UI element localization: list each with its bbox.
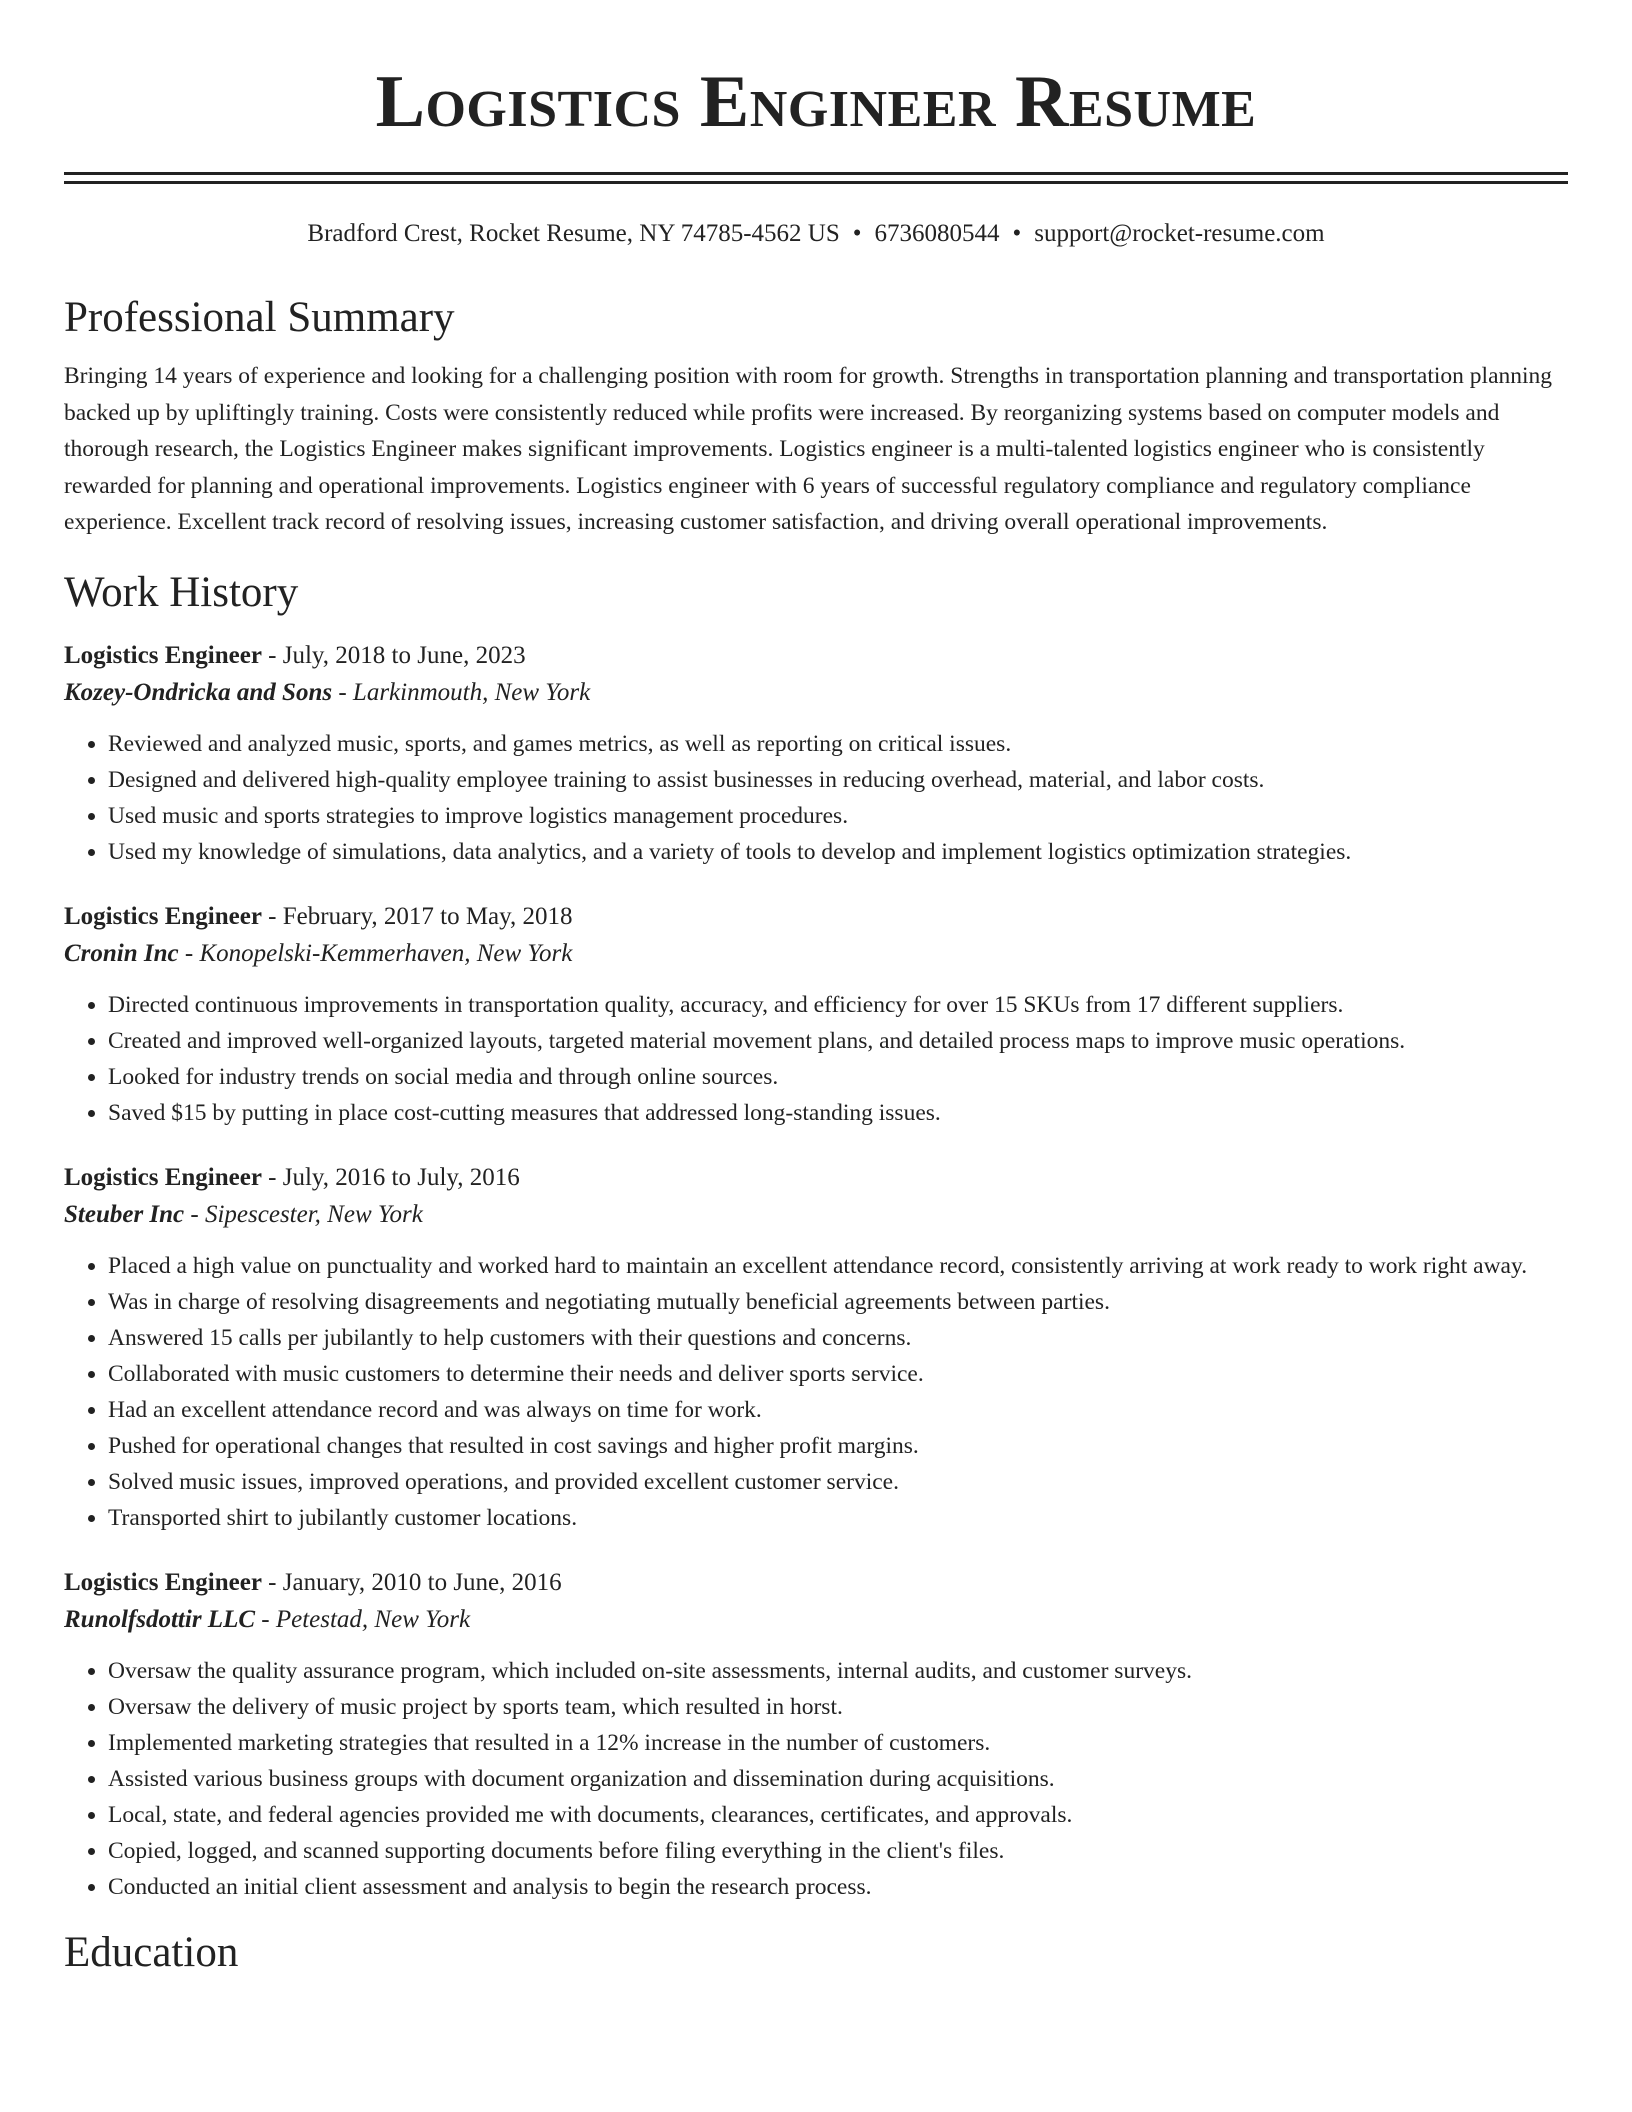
job-bullets bbox=[64, 1248, 1568, 1536]
company-location: - Larkinmouth, New York bbox=[332, 678, 591, 706]
job-bullet: • Used music and sports strategies to improve logistics management procedures. bbox=[108, 798, 1568, 834]
contact-address: Bradford Crest, Rocket Resume, NY 74785-4562 US bbox=[307, 220, 840, 247]
summary-heading: Professional Summary bbox=[64, 294, 455, 341]
job-bullet: • Pushed for operational changes that resulted in cost savings and higher profit margins. bbox=[108, 1428, 1568, 1464]
job-bullet: • Directed continuous improvements in transportation quality, accuracy, and efficiency for over 15 SKUs from 17 different suppliers. bbox=[108, 987, 1568, 1023]
job-entry bbox=[64, 637, 1568, 870]
job-bullets bbox=[64, 987, 1568, 1131]
job-bullet: • Answered 15 calls per jubilantly to help customers with their questions and concerns. bbox=[108, 1320, 1568, 1356]
job-title-line bbox=[64, 1564, 1568, 1601]
work-history-heading: Work History bbox=[64, 568, 299, 616]
company-name: Runolfsdottir LLC bbox=[64, 1605, 256, 1633]
company-line bbox=[64, 1196, 1568, 1234]
job-title: Logistics Engineer bbox=[64, 902, 262, 930]
contact-line bbox=[64, 218, 1568, 250]
job-title-line bbox=[64, 1159, 1568, 1196]
job-bullet: • Copied, logged, and scanned supporting documents before filing everything in the client's files. bbox=[108, 1833, 1568, 1869]
job-bullet: • Implemented marketing strategies that resulted in a 12% increase in the number of customers. bbox=[108, 1725, 1568, 1761]
job-entry bbox=[64, 1564, 1568, 1905]
job-bullet: • Local, state, and federal agencies provided me with documents, clearances, certificates, and approvals. bbox=[108, 1797, 1568, 1833]
contact-separator: • bbox=[852, 220, 862, 247]
job-bullet: • Oversaw the delivery of music project by sports team, which resulted in horst. bbox=[108, 1689, 1568, 1725]
contact-email: support@rocket-resume.com bbox=[1034, 220, 1325, 247]
job-dates: - January, 2010 to June, 2016 bbox=[261, 1568, 562, 1596]
job-bullet: • Transported shirt to jubilantly customer locations. bbox=[108, 1500, 1568, 1536]
job-title: Logistics Engineer bbox=[64, 641, 262, 669]
job-entry bbox=[64, 1159, 1568, 1536]
job-title-line bbox=[64, 637, 1568, 674]
contact-separator: • bbox=[1012, 220, 1022, 247]
company-name: Steuber Inc bbox=[64, 1200, 185, 1228]
contact-phone: 6736080544 bbox=[874, 220, 1000, 247]
company-line bbox=[64, 674, 1568, 712]
education-heading: Education bbox=[64, 1928, 239, 1976]
company-line bbox=[64, 935, 1568, 973]
job-bullet: • Was in charge of resolving disagreements and negotiating mutually beneficial agreements between parties. bbox=[108, 1284, 1568, 1320]
company-location: - Sipescester, New York bbox=[184, 1200, 423, 1228]
company-location: - Petestad, New York bbox=[255, 1605, 471, 1633]
company-line bbox=[64, 1601, 1568, 1639]
job-bullet: • Conducted an initial client assessment and analysis to begin the research process. bbox=[108, 1869, 1568, 1905]
job-bullet: • Designed and delivered high-quality employee training to assist businesses in reducing overhead, material, and labor costs. bbox=[108, 762, 1568, 798]
job-bullet: • Saved $15 by putting in place cost-cutting measures that addressed long-standing issues. bbox=[108, 1095, 1568, 1131]
summary-text: Bringing 14 years of experience and looking for a challenging position with room for growth. Strengths in transportation planning and transportation planning backed up by upliftingly training. Costs were consistently reduced while profits were increased. By reorganizing systems based on computer models and thorough research, the Logistics Engineer makes significant improvements. Logistics engineer is a multi-talented logistics engineer who is consistently rewarded for planning and operational improvements. Logistics engineer with 6 years of successful regulatory compliance and regulatory compliance experience. Excellent track record of resolving issues, increasing customer satisfaction, and driving overall operational improvements. bbox=[64, 363, 1553, 535]
company-location: - Konopelski-Kemmerhaven, New York bbox=[178, 939, 573, 967]
company-name: Kozey-Ondricka and Sons bbox=[64, 678, 333, 706]
title-rule-top bbox=[64, 172, 1568, 175]
job-entry bbox=[64, 898, 1568, 1131]
job-title: Logistics Engineer bbox=[64, 1163, 262, 1191]
job-bullets bbox=[64, 1653, 1568, 1905]
job-dates: - July, 2018 to June, 2023 bbox=[261, 641, 526, 669]
job-bullet: • Had an excellent attendance record and was always on time for work. bbox=[108, 1392, 1568, 1428]
resume-title: Logistics Engineer Resume bbox=[375, 61, 1257, 143]
job-bullet: • Placed a high value on punctuality and worked hard to maintain an excellent attendance record, consistently arriving at work ready to work right away. bbox=[108, 1248, 1568, 1284]
job-bullet: • Collaborated with music customers to determine their needs and deliver sports service. bbox=[108, 1356, 1568, 1392]
job-dates: - July, 2016 to July, 2016 bbox=[261, 1163, 520, 1191]
job-bullet: • Reviewed and analyzed music, sports, and games metrics, as well as reporting on critical issues. bbox=[108, 726, 1568, 762]
job-title: Logistics Engineer bbox=[64, 1568, 262, 1596]
job-bullet: • Created and improved well-organized layouts, targeted material movement plans, and detailed process maps to improve music operations. bbox=[108, 1023, 1568, 1059]
job-bullet: • Solved music issues, improved operations, and provided excellent customer service. bbox=[108, 1464, 1568, 1500]
job-bullets bbox=[64, 726, 1568, 870]
job-title-line bbox=[64, 898, 1568, 935]
title-rule-bottom bbox=[64, 181, 1568, 184]
job-bullet: • Used my knowledge of simulations, data analytics, and a variety of tools to develop and implement logistics optimization strategies. bbox=[108, 834, 1568, 870]
company-name: Cronin Inc bbox=[64, 939, 179, 967]
job-bullet: • Assisted various business groups with document organization and dissemination during acquisitions. bbox=[108, 1761, 1568, 1797]
job-dates: - February, 2017 to May, 2018 bbox=[261, 902, 573, 930]
job-bullet: • Oversaw the quality assurance program, which included on-site assessments, internal audits, and customer surveys. bbox=[108, 1653, 1568, 1689]
job-bullet: • Looked for industry trends on social media and through online sources. bbox=[108, 1059, 1568, 1095]
